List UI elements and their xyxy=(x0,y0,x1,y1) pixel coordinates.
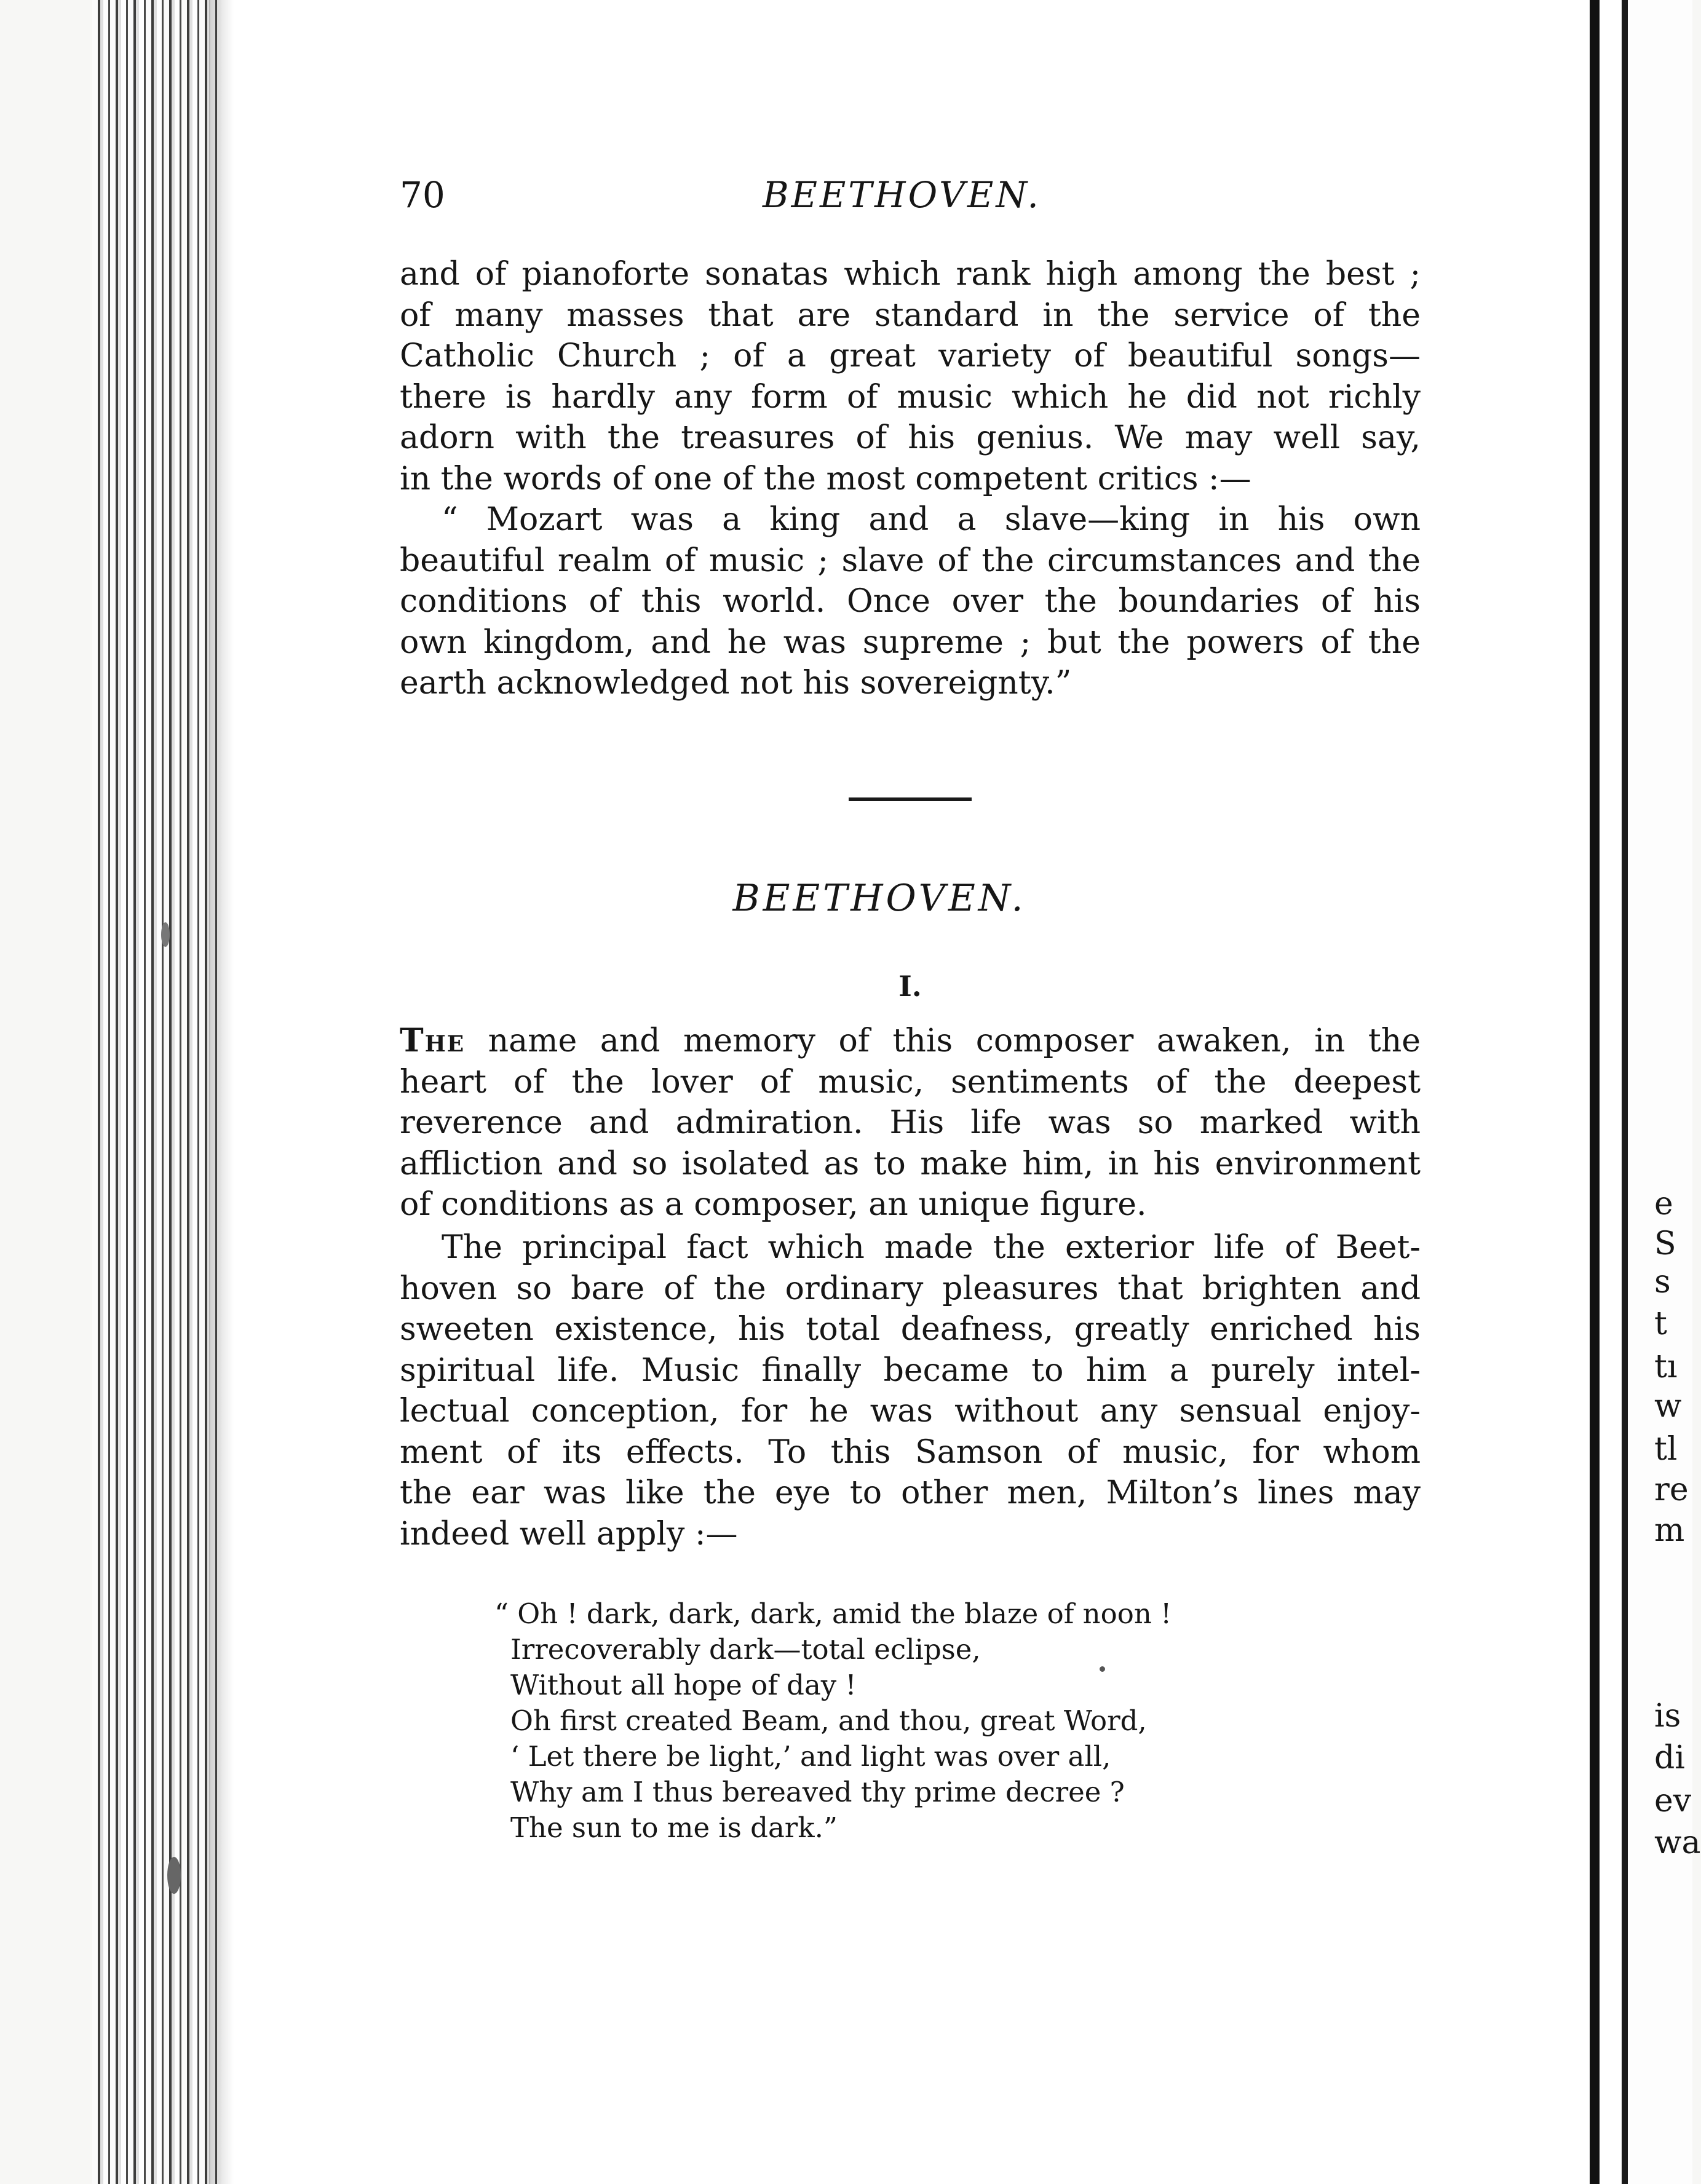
scan-smudge xyxy=(167,1857,181,1894)
page-right-edge xyxy=(1590,0,1600,2184)
text-line: heart of the lover of music, sentiments of the deepest xyxy=(400,1063,1421,1101)
text-line: spiritual life. Music finally became to him a purely intel- xyxy=(400,1351,1421,1389)
next-page-fragment: wa xyxy=(1654,1824,1701,1861)
text-line: sweeten existence, his total deafness, greatly enriched his xyxy=(400,1311,1421,1348)
next-page-fragment: s xyxy=(1654,1264,1671,1300)
drop-lead-word: The xyxy=(400,1022,466,1059)
next-page-fragment: ev xyxy=(1654,1782,1692,1819)
next-page-fragment: tl xyxy=(1654,1431,1678,1468)
book-page-edges xyxy=(92,0,221,2184)
verse-line: Irrecoverably dark—total eclipse, xyxy=(510,1633,981,1666)
scan-smudge xyxy=(161,922,170,947)
text-line: there is hardly any form of music which he did not richly xyxy=(400,378,1421,416)
text-line: indeed well apply :— xyxy=(400,1515,738,1553)
binding-shadow xyxy=(209,0,234,2184)
verse-line: The sun to me is dark.” xyxy=(510,1811,838,1844)
text-line: of conditions as a composer, an unique figure. xyxy=(400,1186,1147,1223)
next-page-fragment: is xyxy=(1654,1698,1681,1735)
text-line: Catholic Church ; of a great variety of beautiful songs— xyxy=(400,338,1421,374)
verse-line: Without all hope of day ! xyxy=(510,1669,857,1701)
quote-line: earth acknowledged not his sovereignty.” xyxy=(400,665,1072,702)
quote-line: own kingdom, and he was supreme ; but the powers of the xyxy=(400,623,1421,661)
text-line: in the words of one of the most competent critics :— xyxy=(400,460,1251,497)
next-page-fragment: m xyxy=(1654,1512,1685,1549)
quote-line: conditions of this world. Once over the boundaries of his xyxy=(400,583,1421,620)
verse-line: “ Oh ! dark, dark, dark, amid the blaze of noon ! xyxy=(494,1597,1172,1630)
next-page-fragment: t xyxy=(1654,1305,1667,1342)
next-page-fragment: w xyxy=(1654,1388,1682,1425)
text-fragment: name and memory of this composer awaken, in the xyxy=(465,1023,1421,1059)
quote-line: beautiful realm of music ; slave of the circumstances and the xyxy=(400,542,1421,579)
text-line: affliction and so isolated as to make him, in his environment xyxy=(400,1145,1421,1182)
text-line: reverence and admiration. His life was so marked with xyxy=(400,1104,1421,1141)
verse-line: Oh first created Beam, and thou, great Word, xyxy=(510,1704,1147,1737)
running-head: BEETHOVEN. xyxy=(763,174,1041,216)
paragraph-2 xyxy=(400,1227,1421,1554)
quote-line: “ Mozart was a king and a slave—king in his own xyxy=(442,501,1421,538)
text-line: and of pianoforte sonatas which rank high among the best ; xyxy=(400,256,1421,293)
next-page-fragment: S xyxy=(1654,1225,1676,1262)
previous-chapter-text xyxy=(400,254,1421,704)
page-number: 70 xyxy=(400,174,445,216)
text-line: adorn with the treasures of his genius. We may well say, xyxy=(400,419,1421,456)
text-line: ment of its effects. To this Samson of music, for whom xyxy=(400,1433,1421,1471)
milton-verse-quote xyxy=(494,1596,1310,1846)
text-line: The principal fact which made the exterior life of Beet- xyxy=(442,1229,1421,1266)
verse-line: Why am I thus bereaved thy prime decree ? xyxy=(510,1776,1125,1808)
scan-speck xyxy=(1100,1666,1105,1672)
paragraph-1 xyxy=(400,1021,1421,1225)
section-divider-rule xyxy=(849,797,972,801)
next-page-fragment: re xyxy=(1654,1471,1689,1508)
chapter-title: BEETHOVEN. xyxy=(732,877,1026,920)
text-line: the ear was like the eye to other men, Milton’s lines may xyxy=(400,1474,1421,1511)
text-line: of many masses that are standard in the service of the xyxy=(400,296,1421,334)
next-page-fragment: di xyxy=(1654,1739,1685,1776)
page-gutter xyxy=(1600,0,1622,2184)
next-page-fragment: tı xyxy=(1654,1348,1678,1385)
verse-line: ‘ Let there be light,’ and light was over all, xyxy=(510,1740,1111,1773)
text-line xyxy=(400,1021,1421,1062)
section-number: I. xyxy=(898,970,922,1003)
text-line: lectual conception, for he was without any sensual enjoy- xyxy=(400,1393,1421,1430)
next-page-fragment: e xyxy=(1654,1185,1673,1222)
text-line: hoven so bare of the ordinary pleasures that brighten and xyxy=(400,1270,1421,1307)
